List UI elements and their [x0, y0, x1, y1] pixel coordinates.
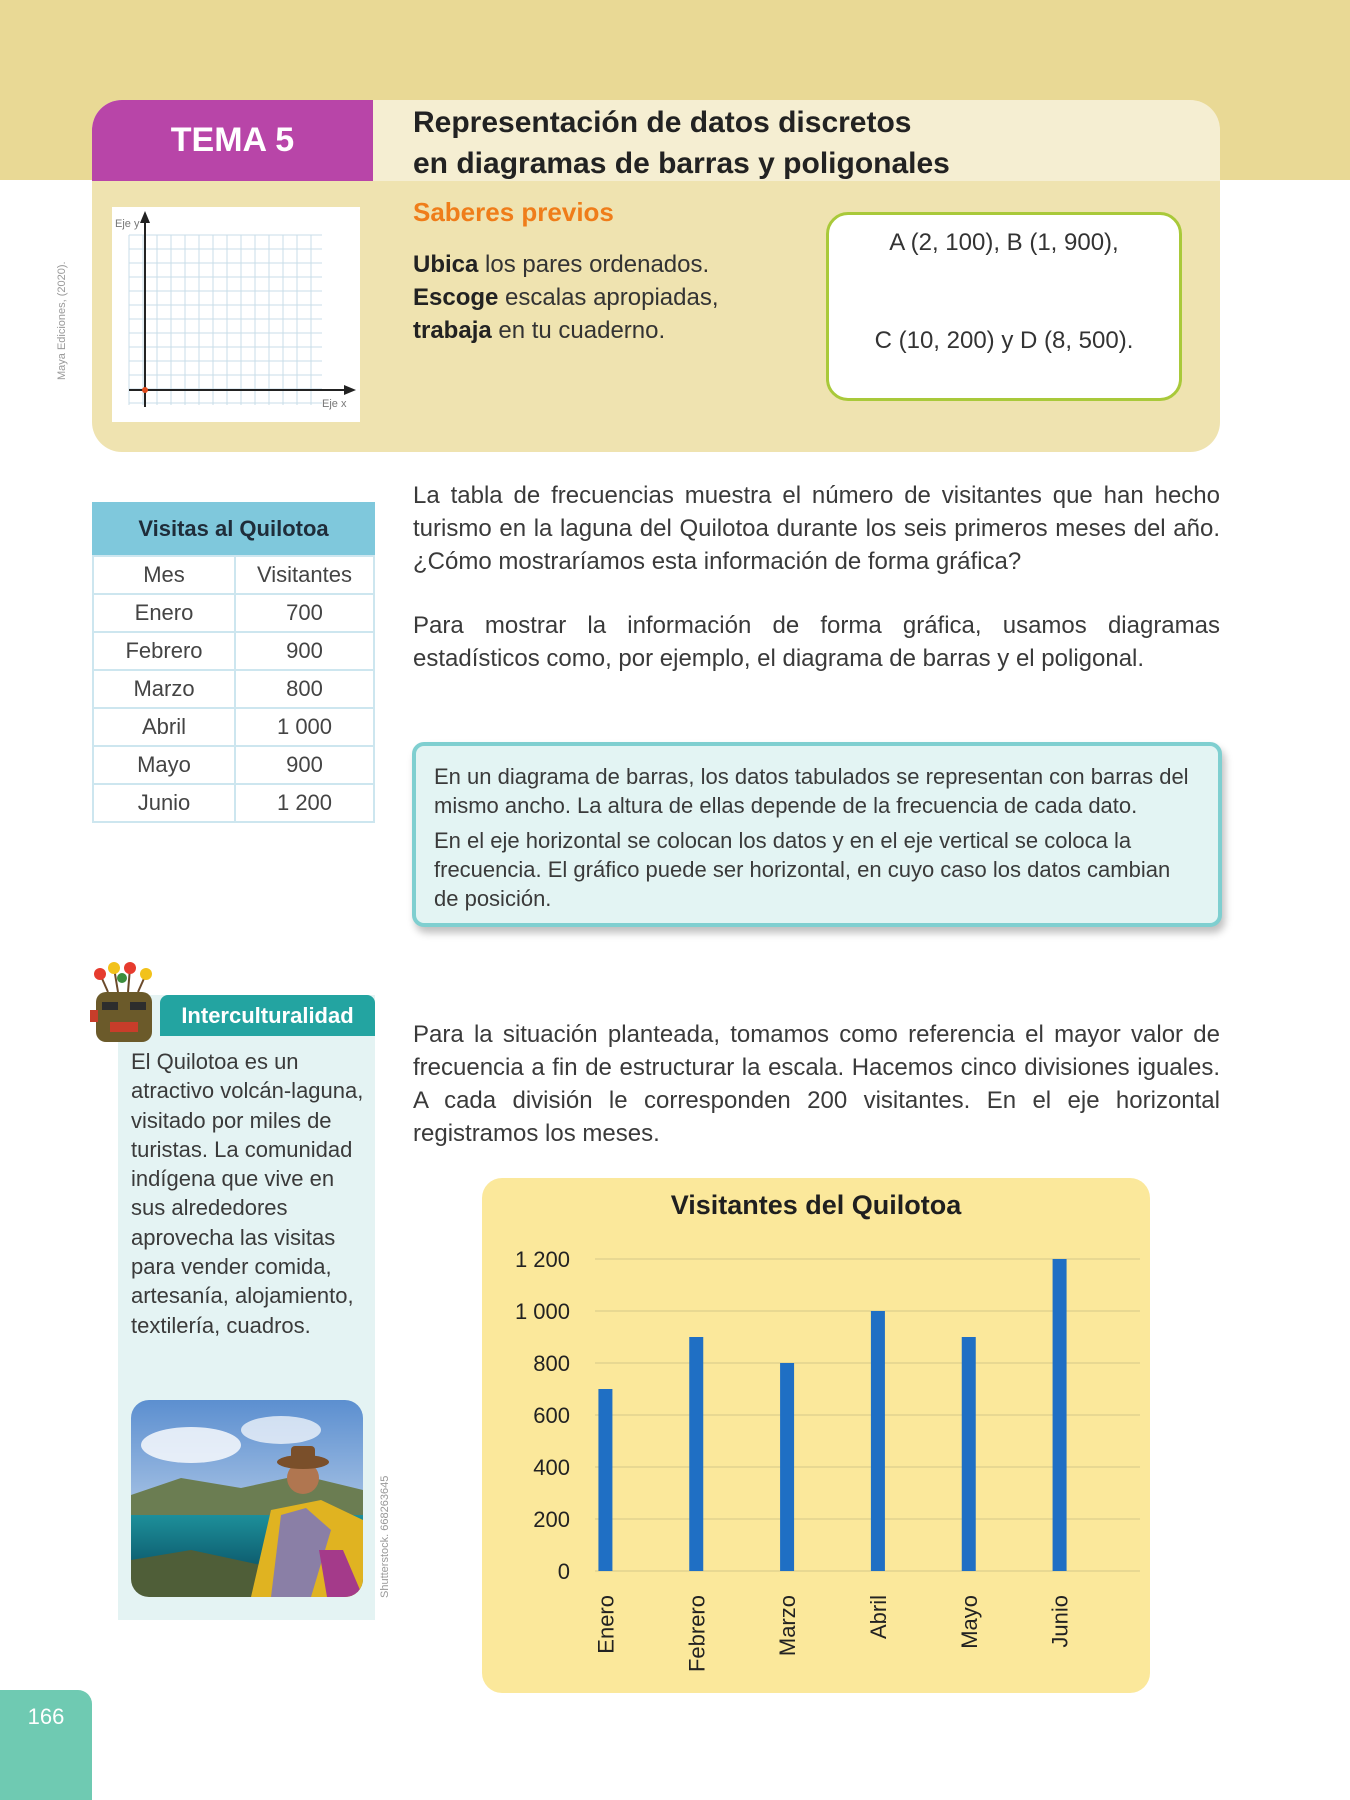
- interculturalidad-text: El Quilotoa es un atractivo volcán-laguna, visitado por miles de turistas. La comunidad indígena que vive en sus alrededores aprovecha las visitas para vender comida, artesanía, alojamiento, textilería, cuadros.: [131, 1049, 364, 1338]
- interculturalidad-label: Interculturalidad: [160, 995, 375, 1036]
- bar-febrero: [689, 1337, 703, 1571]
- bar-abril: [871, 1311, 885, 1571]
- y-tick-label: 200: [533, 1507, 570, 1532]
- table-row: [93, 708, 374, 746]
- title-line-2: en diagramas de barras y poligonales: [413, 147, 950, 180]
- column-header: Visitantes: [235, 556, 374, 594]
- instruction-1: Ubica los pares ordenados.: [413, 251, 710, 278]
- definition-text-1: En un diagrama de barras, los datos tabulados se representan con barras del mismo ancho. La altura de ellas depende de la frecuencia de cada dato.: [434, 764, 1189, 818]
- visitors-cell: 900: [235, 632, 374, 670]
- x-tick-label: Mayo: [956, 1595, 982, 1649]
- bar-marzo: [780, 1363, 794, 1571]
- grid-lines: [129, 235, 322, 405]
- chart-title: Visitantes del Quilotoa: [670, 1190, 962, 1220]
- x-tick-label: Abril: [865, 1595, 891, 1640]
- month-cell: Junio: [93, 784, 235, 822]
- scale-paragraph: Para la situación planteada, tomamos como referencia el mayor valor de frecuencia a fin de estructurar la escala. Hacemos cinco divisiones iguales. A cada división le corresponden 200 visitantes. En el eje horizontal registramos los meses.: [413, 1021, 1220, 1147]
- visitors-cell: 1 200: [235, 784, 374, 822]
- photo-credit: Shutterstock. 668263645: [379, 1475, 391, 1598]
- origin-point: [142, 387, 148, 393]
- y-tick-label: 400: [533, 1455, 570, 1480]
- y-axis-label: Eje y: [115, 218, 140, 230]
- table-row: [93, 746, 374, 784]
- visitors-cell: 900: [235, 746, 374, 784]
- x-axis-label: Eje x: [322, 398, 347, 410]
- month-cell: Mayo: [93, 746, 235, 784]
- x-tick-label: Junio: [1047, 1595, 1073, 1648]
- pairs-line-1: A (2, 100), B (1, 900),: [889, 229, 1119, 256]
- quilotoa-photo: [131, 1400, 363, 1597]
- figure-credit: Maya Ediciones, (2020).: [56, 261, 68, 380]
- column-header: Mes: [93, 556, 235, 594]
- month-cell: Enero: [93, 594, 235, 632]
- pairs-line-2: C (10, 200) y D (8, 500).: [874, 327, 1134, 354]
- bar-mayo: [962, 1337, 976, 1571]
- table-header-row: [93, 556, 374, 594]
- bar-enero: [598, 1389, 612, 1571]
- definition-box: [412, 742, 1222, 927]
- coordinate-grid-figure: [112, 207, 360, 422]
- coordinate-grid-svg: [112, 207, 360, 422]
- x-axis-arrow: [344, 385, 356, 395]
- ordered-pairs-box: [826, 212, 1182, 401]
- bar-junio: [1053, 1259, 1067, 1571]
- month-cell: Marzo: [93, 670, 235, 708]
- y-tick-label: 1 200: [514, 1247, 570, 1272]
- definition-text-2: En el eje horizontal se colocan los datos y en el eje vertical se coloca la frecuencia. El gráfico puede ser horizontal, en cuyo caso los datos cambian de posición.: [434, 828, 1171, 911]
- page-title: [413, 102, 1173, 184]
- table-row: [93, 784, 374, 822]
- title-line-1: Representación de datos discretos: [413, 106, 912, 139]
- month-cell: Abril: [93, 708, 235, 746]
- instruction-3: trabaja en tu cuaderno.: [413, 317, 666, 344]
- instruction-2: Escoge escalas apropiadas,: [413, 284, 719, 311]
- intro-paragraph: La tabla de frecuencias muestra el número de visitantes que han hecho turismo en la laguna del Quilotoa durante los seis primeros meses del año. ¿Cómo mostraríamos esta información de forma gráfica?: [413, 482, 1220, 575]
- page-number-tab: [0, 1690, 92, 1800]
- method-paragraph: Para mostrar la información de forma gráfica, usamos diagramas estadísticos como, por ejemplo, el diagrama de barras y el poligonal.: [413, 612, 1220, 672]
- page-number: 166: [27, 1704, 65, 1729]
- frequency-table: [92, 502, 375, 823]
- y-tick-label: 800: [533, 1351, 570, 1376]
- visitors-cell: 800: [235, 670, 374, 708]
- saberes-instructions: [413, 248, 719, 347]
- month-cell: Febrero: [93, 632, 235, 670]
- y-tick-label: 600: [533, 1403, 570, 1428]
- visitors-cell: 1 000: [235, 708, 374, 746]
- y-axis-arrow: [140, 211, 150, 223]
- table-row: [93, 632, 374, 670]
- x-tick-label: Enero: [593, 1595, 619, 1654]
- y-tick-label: 1 000: [514, 1299, 570, 1324]
- table-title: Visitas al Quilotoa: [92, 502, 375, 555]
- table-body: [92, 555, 375, 823]
- table-row: [93, 594, 374, 632]
- mask-icon: [88, 962, 158, 1048]
- x-tick-label: Marzo: [775, 1595, 801, 1657]
- saberes-heading: Saberes previos: [413, 197, 614, 227]
- table-row: [93, 670, 374, 708]
- visitors-cell: 700: [235, 594, 374, 632]
- tema-badge: TEMA 5: [92, 100, 373, 181]
- y-tick-label: 0: [557, 1559, 570, 1584]
- x-tick-label: Febrero: [684, 1595, 710, 1673]
- bar-chart: [482, 1178, 1150, 1693]
